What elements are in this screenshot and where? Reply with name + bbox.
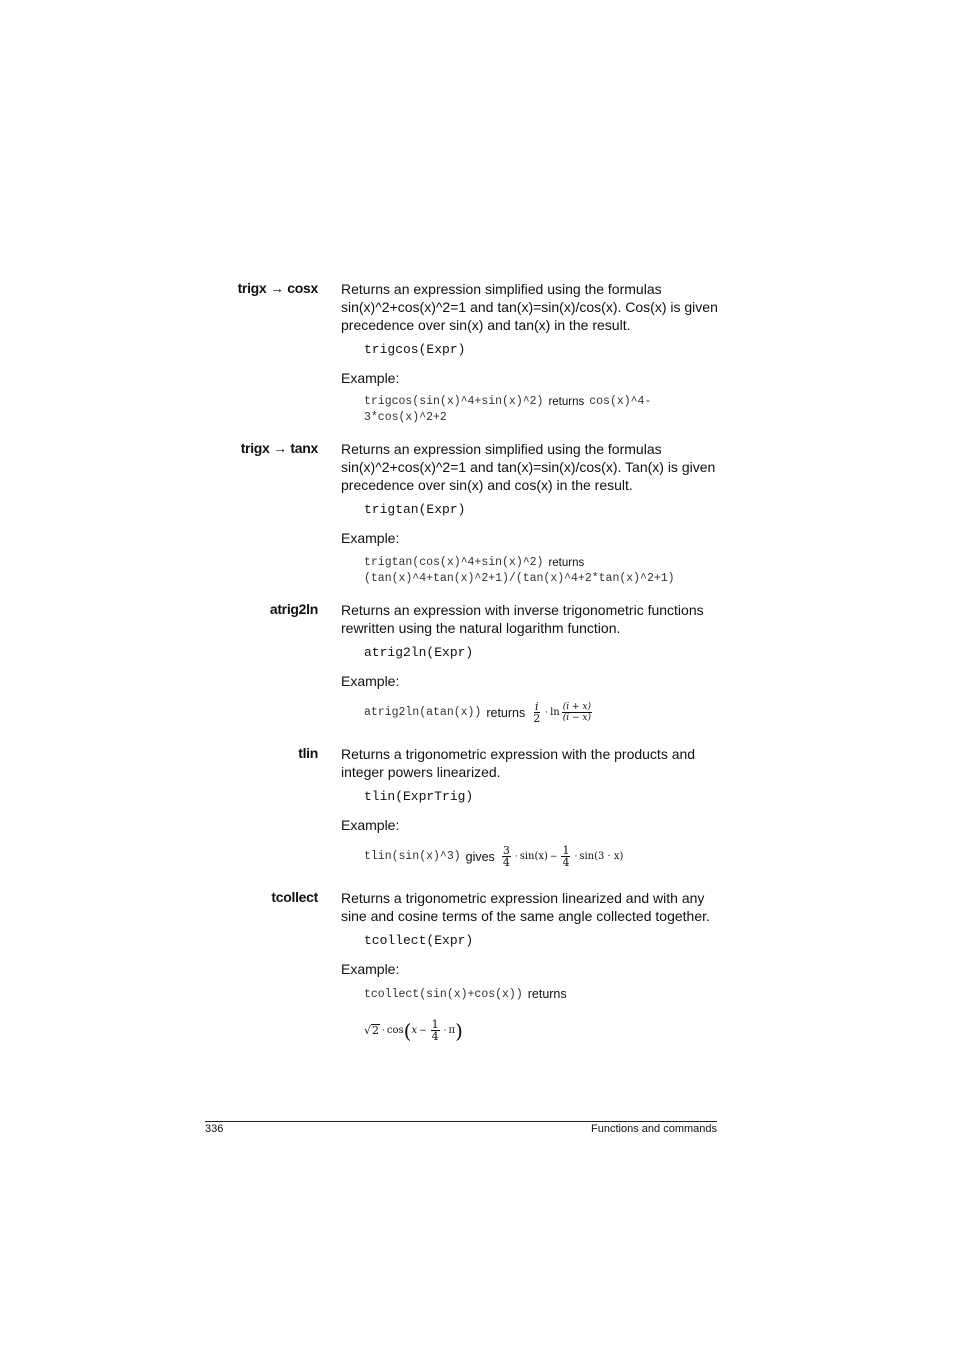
- example-code: atrig2ln(atan(x)): [364, 706, 482, 719]
- example-label-trigtan: Example:: [341, 530, 400, 546]
- example-trigcos-cont: [364, 411, 447, 424]
- description-tcollect: Returns a trigonometric expression linearized and with any sine and cosine terms of the same angle collected together.: [341, 890, 710, 924]
- syntax-tlin: tlin(ExprTrig): [364, 789, 474, 804]
- example-label-tlin: Example:: [341, 817, 400, 833]
- example-result: (tan(x)^4+tan(x)^2+1)/(tan(x)^4+2*tan(x)^2+1): [364, 572, 675, 585]
- description-trigtan: Returns an expression simplified using the formulas sin(x)^2+cos(x)^2=1 and tan(x)=sin(x)/cos(x). Tan(x) is given precedence over sin(x) and cos(x) in the result.: [341, 441, 716, 493]
- example-tlin: [364, 845, 623, 868]
- section-title: Functions and commands: [591, 1123, 717, 1135]
- example-trigcos: [364, 395, 651, 408]
- example-result-cont: 3*cos(x)^2+2: [364, 411, 447, 424]
- example-code: tcollect(sin(x)+cos(x)): [364, 987, 523, 1001]
- term-tlin: tlin: [298, 745, 318, 761]
- example-code: tlin(sin(x)^3): [364, 850, 461, 863]
- example-trigtan: [364, 556, 589, 569]
- syntax-atrig2ln: atrig2ln(Expr): [364, 645, 474, 660]
- description-atrig2ln: Returns an expression with inverse trigonometric functions rewritten using the natural logarithm function.: [341, 602, 704, 636]
- example-label-atrig2ln: Example:: [341, 673, 400, 689]
- fraction: $\frac{i}{2}$: [533, 700, 541, 725]
- fraction: $\frac{1}{4}$: [431, 1018, 439, 1043]
- example-word: returns: [548, 556, 585, 569]
- fraction-b: $\frac{1}{4}$: [562, 844, 570, 869]
- example-code: trigcos(sin(x)^4+sin(x)^2): [364, 395, 544, 408]
- term-tcollect: tcollect: [271, 889, 318, 905]
- example-word: returns: [486, 705, 526, 720]
- term-sin-3x: sin(3 · x): [579, 851, 624, 862]
- ln-function: ln: [550, 707, 560, 718]
- math-result: $\frac{3}{4}$ · sin(x) − $\frac{1}{4}$ · sin(3 · x): [502, 844, 624, 869]
- pi-symbol: π: [448, 1025, 456, 1036]
- math-result: √ 2 · cos ( x − $\frac{1}{4}$ · π ): [364, 1018, 463, 1043]
- description-trigcos: Returns an expression simplified using the formulas sin(x)^2+cos(x)^2=1 and tan(x)=sin(x)/cos(x). Cos(x) is given precedence over sin(x) and tan(x) in the result.: [341, 281, 718, 333]
- syntax-tcollect: tcollect(Expr): [364, 933, 474, 948]
- example-trigtan-cont: [364, 572, 675, 585]
- description-tlin: Returns a trigonometric expression with the products and integer powers linearized.: [341, 746, 696, 780]
- example-code: trigtan(cos(x)^4+sin(x)^2): [364, 556, 544, 569]
- example-tcollect-result: [364, 1019, 463, 1042]
- sqrt: √ 2: [364, 1024, 380, 1037]
- fraction-inner: $\frac{(i + x)}{(i - x)}$: [562, 702, 591, 723]
- syntax-trigcos: trigcos(Expr): [364, 342, 466, 357]
- math-result: $\frac{i}{2}$ · ln $\frac{(i + x)}{(i - x)}$: [533, 700, 591, 725]
- example-word: returns: [527, 987, 567, 1001]
- example-word: returns: [548, 395, 585, 408]
- term-atrig2ln: atrig2ln: [269, 601, 318, 617]
- example-atrig2ln: [364, 701, 594, 724]
- syntax-trigtan: trigtan(Expr): [364, 502, 466, 517]
- term-trigcos: trigx → cosx: [237, 280, 318, 296]
- term-sin-x: sin(x): [519, 851, 548, 862]
- page-number: 336: [205, 1123, 224, 1135]
- example-tcollect: [364, 987, 572, 1001]
- example-word: gives: [465, 849, 495, 864]
- example-label-trigcos: Example:: [341, 370, 400, 386]
- example-result: cos(x)^4-: [589, 395, 652, 408]
- example-label-tcollect: Example:: [341, 961, 400, 977]
- term-trigtan: trigx → tanx: [240, 440, 318, 456]
- cos-function: cos: [386, 1025, 404, 1036]
- fraction-a: $\frac{3}{4}$: [502, 844, 510, 869]
- footer-rule: [205, 1121, 717, 1122]
